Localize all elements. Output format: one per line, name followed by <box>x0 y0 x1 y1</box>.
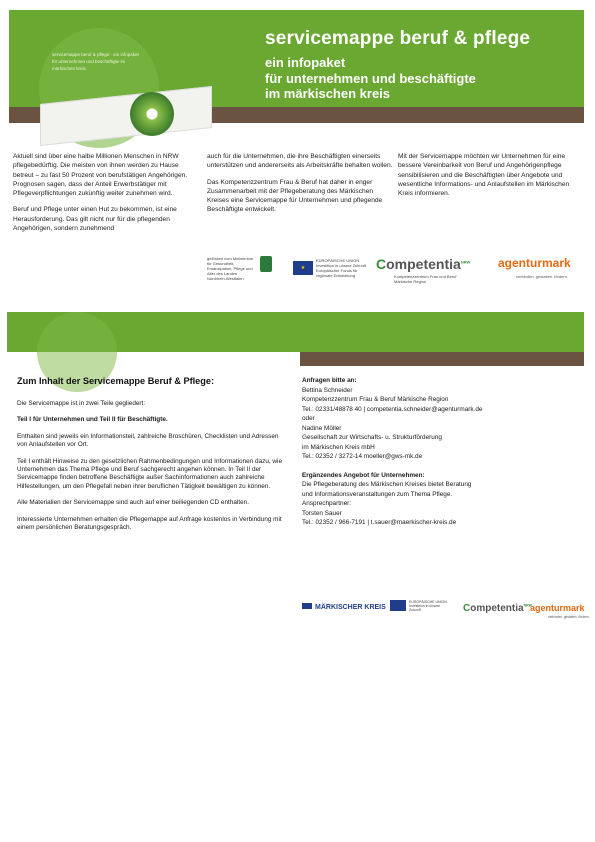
eu-flag-icon: ★ <box>293 261 313 275</box>
agenturmark-tagline: verbinden. gestalten. fördern. <box>516 274 569 279</box>
folder-mini-text: servicemappe beruf & pflege · ein infopaket für unternehmen und beschäftigte im märkischen kreis <box>52 52 139 71</box>
contact-line: Bettina Schneider <box>302 386 353 394</box>
contact-heading: Anfragen bitte an: <box>302 377 357 384</box>
intro-column-1 <box>13 152 199 240</box>
content-column <box>17 400 289 540</box>
flyer-subtitle <box>265 55 565 102</box>
competentia-logo: Competentia$^{NRW}$ <box>376 256 471 272</box>
paragraph: Die Servicemappe ist in zwei Teile gegliedert: <box>17 400 146 407</box>
offer-line: und Informationsveranstaltungen zum Thema Pflege. <box>302 490 453 498</box>
offer-heading: Ergänzendes Angebot für Unternehmen: <box>302 471 425 479</box>
paragraph: Alle Materialien der Servicemappe sind auch auf einer beiliegenden CD enthalten. <box>17 499 249 507</box>
paragraph: Mit der Servicemappe möchten wir Unternehmen für eine bessere Vereinbarkeit von Beruf und Angehörigenpflege sensibilisieren und die Beschäftigten über Angebote und wesentliche Informations- und Anlaufstellen im Märkischen Kreis informieren. <box>398 153 570 198</box>
maerkischer-kreis-logo: MÄRKISCHER KREIS <box>302 603 386 611</box>
subtitle-line: im märkischen kreis <box>265 86 391 102</box>
contact-line[interactable]: Tel.: 02331/48878 40 | competentia.schneider@agenturmark.de <box>302 405 483 413</box>
content-heading: Zum Inhalt der Servicemappe Beruf & Pflege: <box>17 376 215 386</box>
eu-flag-icon <box>390 600 406 611</box>
eu-logo-text: EUROPÄISCHE UNION Investition in unsere Zukunft <box>409 600 447 612</box>
intro-column-2 <box>207 152 395 222</box>
paragraph: Das Kompetenzzentrum Frau & Beruf hat daher in enger Zusammenarbeit mit der Pflegeberatung des Märkischen Kreises eine Servicemappe für Unternehmen und pflegende Beschäftigte entwickelt. <box>207 178 383 214</box>
competentia-subtitle: Kompetenzzentrum Frau und Beruf Märkische Region <box>394 274 457 284</box>
paragraph: Beruf und Pflege unter einen Hut zu bekommen, ist eine Herausforderung. Das gilt nicht nur für die pflegenden Angehörigen, sondern zunehmend <box>13 206 177 233</box>
subtitle-line: für unternehmen und beschäftigte <box>265 70 476 86</box>
bottom-brown-band <box>300 352 584 366</box>
cd-image <box>130 92 174 136</box>
offer-line[interactable]: Tel.: 02352 / 966-7191 | t.sauer@maerkischer-kreis.de <box>302 519 457 526</box>
contact-line: oder <box>302 415 315 422</box>
paragraph: Teil I enthält Hinweise zu den gesetzlichen Rahmenbedingungen und Informationen dazu, wie Unternehmen das Thema Pflege und Beruf sachgerecht angehen können. In Teil II der Servicemappe finden betroffene Beschäftigte außer Sachinformationen auch zahlreiche Hilfestellungen, um den Pflegefall neben ihrer beruflichen Tätigkeit bewältigen zu können. <box>17 457 283 490</box>
agenturmark-logo: agenturmark <box>498 256 571 270</box>
paragraph: Aktuell sind über eine halbe Millionen Menschen in NRW pflegebedürftig. Die meisten von ihnen werden zu Hause betreut – zu fast 50 Prozent von berufstätigen Angehörigen. Prognosen sagen, dass der Anteil Erwerbstätiger mit Pflegeverpflichtungen zukünftig weiter zunehmen wird. <box>13 153 188 198</box>
bottom-header-band <box>7 312 584 352</box>
contact-line[interactable]: Tel.: 02352 / 3272-14 moeller@gws-mk.de <box>302 453 423 460</box>
ministry-logo-text: gefördert vom Ministerium für Gesundheit, Emanzipation, Pflege und Alter des Landes Nordrhein-Westfalen <box>207 256 254 281</box>
offer-line: Ansprechpartner: <box>302 500 352 507</box>
paragraph: Teil I für Unternehmen und Teil II für Beschäftigte. <box>17 416 168 424</box>
contact-line: Kompetenzzentrum Frau & Beruf Märkische Region <box>302 396 449 403</box>
intro-column-3 <box>398 152 578 205</box>
agenturmark-tagline: verbinden. gestalten. fördern. <box>548 615 590 619</box>
eu-logo-text: EUROPÄISCHE UNION Investition in unsere Zukunft Europäischer Fonds für regionale Entwicklung <box>316 258 367 278</box>
offer-line: Torsten Sauer <box>302 509 342 517</box>
contact-line: Gesellschaft zur Wirtschafts- u. Strukturförderung <box>302 434 442 441</box>
agenturmark-logo: agenturmark <box>530 603 585 613</box>
paragraph: Enthalten sind jeweils ein Informationsteil, zahlreiche Broschüren, Checklisten und Adressen von Anlaufstellen vor Ort. <box>17 432 279 449</box>
nrw-logo-icon <box>260 256 272 272</box>
offer-line: Die Pflegeberatung des Märkischen Kreises bietet Beratung <box>302 481 472 488</box>
competentia-logo: Competentia$^{NRW}$ <box>463 603 532 614</box>
paragraph: Interessierte Unternehmen erhalten die Pflegemappe auf Anfrage kostenlos in Verbindung mit einem persönlichen Beratungsgespräch. <box>17 515 282 532</box>
mk-mark-icon <box>302 603 312 609</box>
contact-line: Nadine Möller <box>302 424 342 432</box>
flyer-title: servicemappe beruf & pflege <box>265 28 531 49</box>
paragraph: auch für die Unternehmen, die ihre Beschäftigten einerseits unterstützen und andererseits als Arbeitskräfte behalten wollen. <box>207 153 393 170</box>
subtitle-line: ein infopaket <box>265 55 346 70</box>
contact-column <box>302 376 582 528</box>
contact-line: im Märkischen Kreis mbH <box>302 443 375 451</box>
